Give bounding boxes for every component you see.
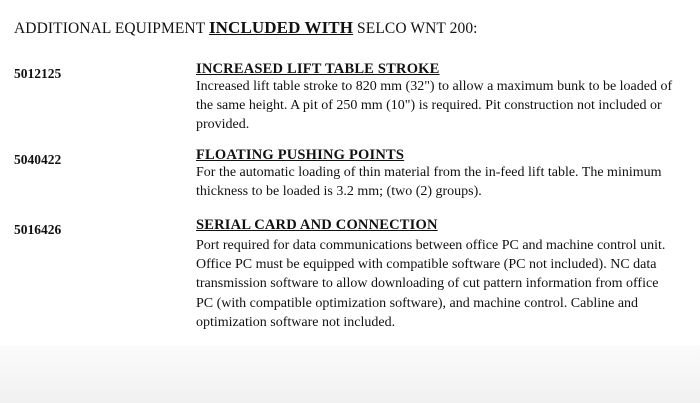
header-prefix: ADDITIONAL EQUIPMENT xyxy=(14,20,209,37)
header-suffix: SELCO WNT 200: xyxy=(353,20,478,37)
item-number: 5012125 xyxy=(14,66,62,81)
item-title: FLOATING PUSHING POINTS xyxy=(196,147,405,163)
section-header xyxy=(14,18,478,38)
item-description: For the automatic loading of thin material from the in-feed lift table. The minimum thickness to be loaded is 3.2 mm; (two (2) groups). xyxy=(196,165,662,200)
scan-bleed-band xyxy=(0,345,700,403)
header-emphasis: INCLUDED WITH xyxy=(208,18,354,37)
item-title: SERIAL CARD AND CONNECTION xyxy=(196,217,438,233)
item-number: 5040422 xyxy=(14,152,62,167)
item-title: INCREASED LIFT TABLE STROKE xyxy=(196,61,440,77)
item-number: 5016426 xyxy=(14,222,62,237)
item-description: Increased lift table stroke to 820 mm (32") to allow a maximum bunk to be loaded of the same height. A pit of 250 mm (10") is required. Pit construction not included or provided. xyxy=(196,79,673,133)
item-description: Port required for data communications between office PC and machine control unit. Office PC must be equipped with compatible software (PC not included). NC data transmission software to allow downloading of cut pattern information from office PC (with compatible optimization software), and machine control. Cabline and optimization software not included. xyxy=(196,238,666,330)
